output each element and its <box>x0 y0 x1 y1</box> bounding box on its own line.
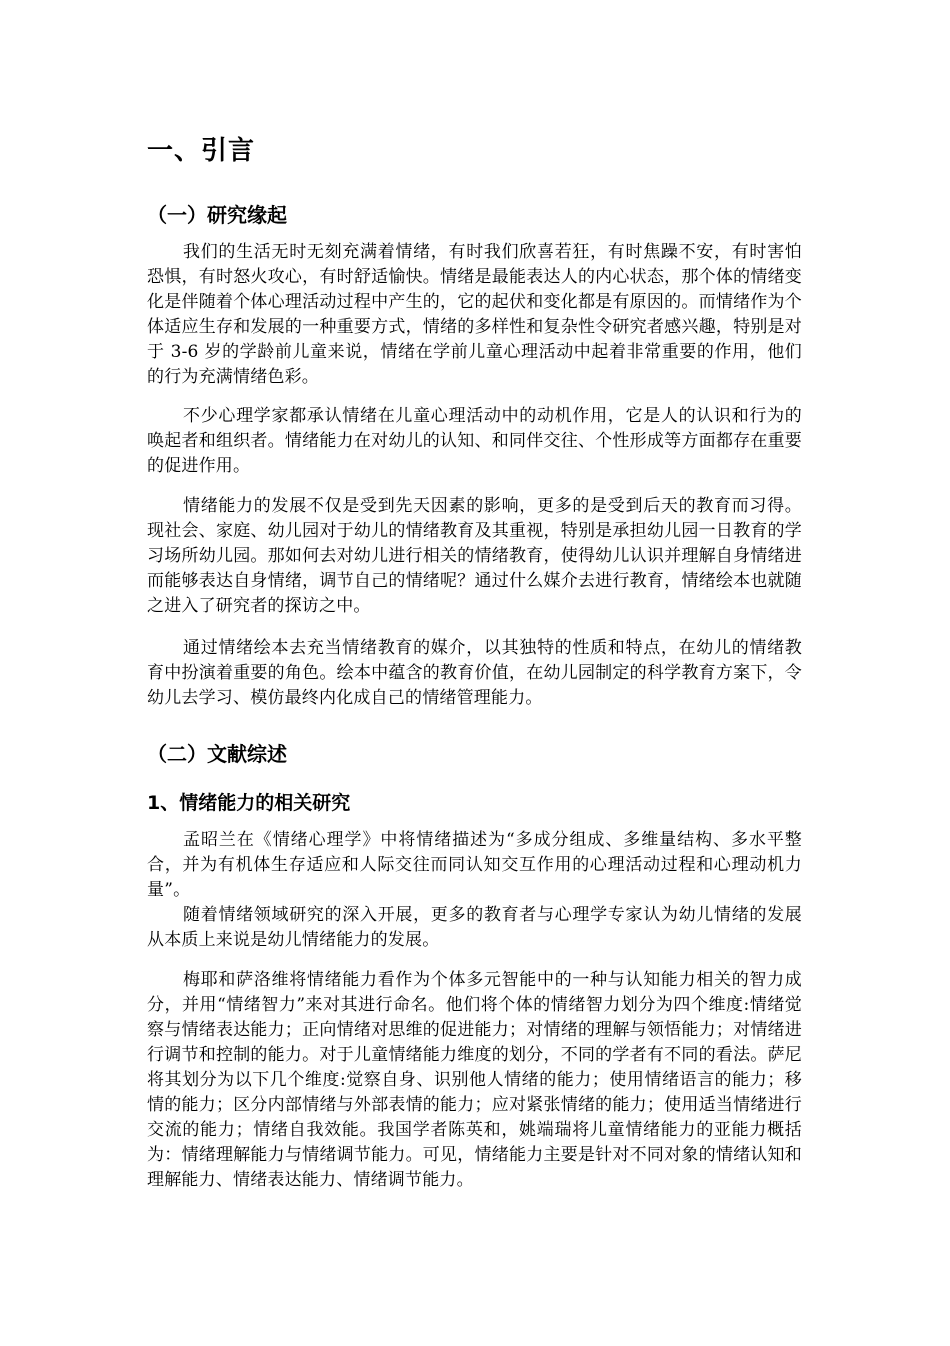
paragraph: 梅耶和萨洛维将情绪能力看作为个体多元智能中的一种与认知能力相关的智力成分，并用“情绪智力”来对其进行命名。他们将个体的情绪智力划分为四个维度:情绪觉察与情绪表达能力；正向情绪对思维的促进能力；对情绪的理解与领悟能力；对情绪进行调节和控制的能力。对于儿童情绪能力维度的划分，不同的学者有不同的看法。萨尼将其划分为以下几个维度:觉察自身、识别他人情绪的能力；使用情绪语言的能力；移情的能力；区分内部情绪与外部表情的能力；应对紧张情绪的能力；使用适当情绪进行交流的能力；情绪自我效能。我国学者陈英和，姚端瑞将儿童情绪能力的亚能力概括为：情绪理解能力与情绪调节能力。可见，情绪能力主要是针对不同对象的情绪认知和理解能力、情绪表达能力、情绪调节能力。 <box>147 970 802 1190</box>
subsection-heading-literature-review: （二）文献综述 <box>147 742 287 766</box>
paragraph: 我们的生活无时无刻充满着情绪，有时我们欣喜若狂，有时焦躁不安，有时害怕恐惧，有时怒火攻心，有时舒适愉快。情绪是最能表达人的内心状态，那个体的情绪变化是伴随着个体心理活动过程中产生的，它的起伏和变化都是有原因的。而情绪作为个体适应生存和发展的一种重要方式，情绪的多样性和复杂性令研究者感兴趣，特别是对于 3-6 岁的学龄前儿童来说，情绪在学前儿童心理活动中起着非常重要的作用，他们的行为充满情绪色彩。 <box>147 242 802 387</box>
paragraph: 孟昭兰在《情绪心理学》中将情绪描述为“多成分组成、多维量结构、多水平整合，并为有机体生存适应和人际交往而同认知交互作用的心理活动过程和心理动机力量”。 <box>147 830 802 900</box>
subsection-heading-research-origin: （一）研究缘起 <box>147 203 287 227</box>
topic-heading-emotional-competence: 1、情绪能力的相关研究 <box>147 792 351 814</box>
paragraph: 不少心理学家都承认情绪在儿童心理活动中的动机作用，它是人的认识和行为的唤起者和组织者。情绪能力在对幼儿的认知、和同伴交往、个性形成等方面都存在重要的促进作用。 <box>147 406 802 476</box>
section-heading-introduction: 一、引言 <box>147 136 256 166</box>
paragraph: 情绪能力的发展不仅是受到先天因素的影响，更多的是受到后天的教育而习得。现社会、家庭、幼儿园对于幼儿的情绪教育及其重视，特别是承担幼儿园一日教育的学习场所幼儿园。那如何去对幼儿进行相关的情绪教育，使得幼儿认识并理解自身情绪进而能够表达自身情绪，调节自己的情绪呢？通过什么媒介去进行教育，情绪绘本也就随之进入了研究者的探访之中。 <box>147 496 802 616</box>
paragraph: 随着情绪领域研究的深入开展，更多的教育者与心理学专家认为幼儿情绪的发展从本质上来说是幼儿情绪能力的发展。 <box>147 905 802 950</box>
paragraph: 通过情绪绘本去充当情绪教育的媒介，以其独特的性质和特点，在幼儿的情绪教育中扮演着重要的角色。绘本中蕴含的教育价值，在幼儿园制定的科学教育方案下，令幼儿去学习、模仿最终内化成自己的情绪管理能力。 <box>147 638 802 708</box>
